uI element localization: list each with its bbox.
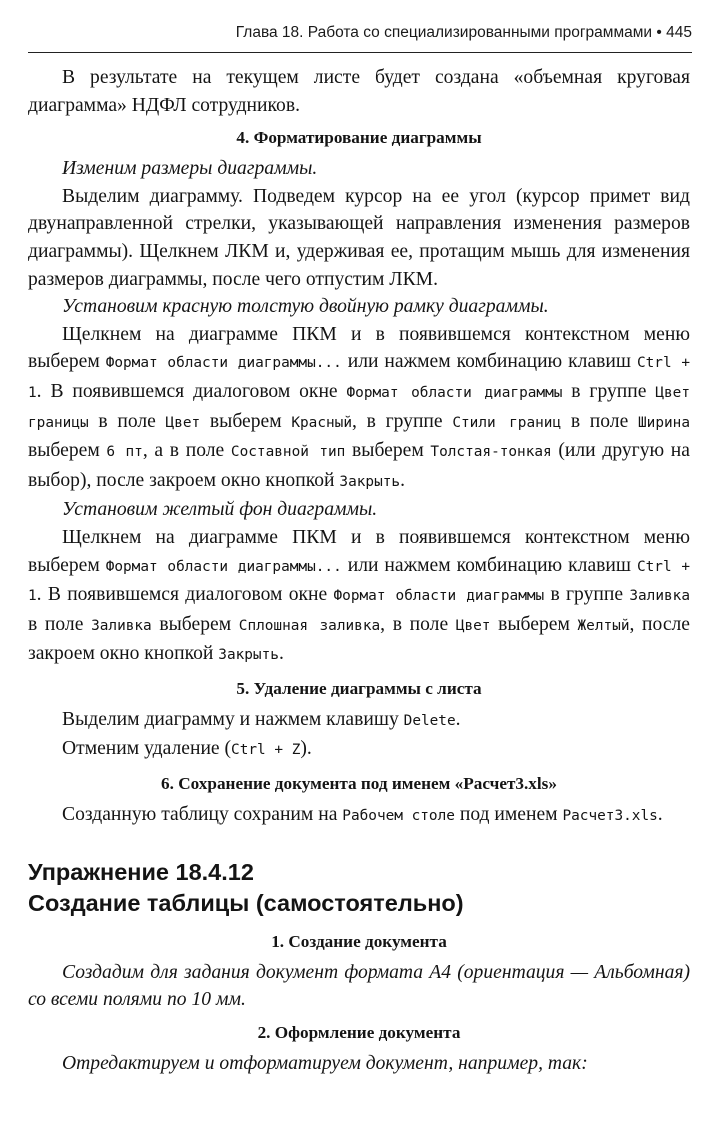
paragraph (28, 321, 690, 497)
exercise-heading (28, 857, 690, 919)
paragraph (28, 524, 690, 670)
page-body (28, 64, 690, 1077)
text-run: Отменим удаление ( (62, 738, 232, 760)
exercise-step-heading-2: 2. Оформление документа (257, 1022, 461, 1042)
section-heading-4: 4. Форматирование диаграммы (236, 128, 482, 148)
ui-term: Рабочем столе (342, 808, 455, 825)
paragraph (28, 706, 690, 736)
ui-term: Формат области диаграммы (333, 588, 545, 605)
text-run: в группе (562, 380, 656, 402)
text-run: . В появившемся диалоговом окне (36, 380, 347, 402)
italic-paragraph: Создадим для задания документ формата А4 (ориентация — Альбомная) со всеми полями по 10 мм. (28, 961, 690, 1011)
ui-term: Цвет (455, 617, 491, 634)
text-run: в поле (561, 410, 638, 432)
text-run: или нажмем комбинацию клавиш (341, 351, 637, 373)
ui-term: Заливка (91, 617, 152, 634)
key-name: Delete (403, 712, 456, 729)
paragraph: В результате на текущем листе будет создана «объемная круговая диаграмма» НДФЛ сотрудников. (28, 67, 690, 116)
ui-term: Формат области диаграммы... (105, 355, 342, 372)
file-name: Расчет3.xls (562, 808, 658, 825)
text-run: выберем (28, 440, 107, 462)
text-run: или нажмем комбинацию клавиш (341, 554, 637, 576)
page-number: 445 (666, 24, 692, 41)
text-run: , а в поле (142, 440, 231, 462)
text-run: Выделим диаграмму и нажмем клавишу (62, 708, 404, 730)
ui-term: Желтый (577, 617, 630, 634)
exercise-title: Создание таблицы (самостоятельно) (28, 889, 464, 916)
key-combo: Ctrl + 1 (28, 355, 691, 401)
text-run: выберем (200, 410, 292, 432)
header-rule (28, 52, 692, 53)
ui-term: Ширина (638, 414, 690, 431)
ui-term: Закрыть (218, 647, 279, 664)
text-run: (или другую на выбор), после закроем окно кнопкой (28, 440, 690, 491)
paragraph (28, 801, 690, 831)
ui-term: Толстая-тонкая (430, 444, 552, 461)
text-run: . (400, 469, 405, 491)
ui-term: Составной тип (230, 444, 346, 461)
text-run: Щелкнем на диаграмме ПКМ и в появившемся контекстном меню выберем (28, 323, 690, 373)
ui-term: Закрыть (339, 473, 401, 490)
text-run: , в поле (380, 613, 456, 635)
text-run: Щелкнем на диаграмме ПКМ и в появившемся контекстном меню выберем (28, 526, 690, 576)
ui-term: 6 пт (106, 444, 143, 461)
section-heading-6: 6. Сохранение документа под именем «Расчет3.xls» (161, 774, 557, 794)
ui-term: Формат области диаграммы... (105, 558, 342, 575)
section-heading-5: 5. Удаление диаграммы с листа (236, 678, 482, 698)
ui-term: Формат области диаграммы (346, 384, 563, 401)
italic-paragraph: Отредактируем и отформатируем документ, например, так: (62, 1052, 588, 1074)
running-header (236, 24, 692, 42)
text-run: выберем (151, 613, 239, 635)
text-run: Созданную таблицу сохраним на (62, 804, 343, 826)
paragraph: Выделим диаграмму. Подведем курсор на ее угол (курсор примет вид двунаправленной стрелки, указывающей направления изменения размеров диаграммы). Щелкнем ЛКМ и, удерживая ее, протащим мышь для изменения размеров диаграммы, после чего отпустим ЛКМ. (28, 185, 690, 290)
ui-term: Цвет (165, 414, 201, 431)
text-run: . В появившемся диалоговом окне (36, 584, 334, 606)
italic-instruction: Изменим размеры диаграммы. (62, 158, 318, 180)
text-run: . (455, 708, 461, 730)
text-run: в поле (88, 410, 166, 432)
text-run: ). (300, 738, 312, 760)
italic-instruction: Установим желтый фон диаграммы. (62, 499, 378, 521)
text-run: выберем (345, 440, 431, 462)
exercise-step-heading-1: 1. Создание документа (271, 931, 447, 951)
text-run: , после закроем окно кнопкой (28, 613, 691, 665)
ui-term: Стили границ (452, 414, 562, 431)
text-run: выберем (490, 613, 578, 635)
text-run: в поле (28, 613, 92, 635)
key-combo: Ctrl + Z (231, 742, 301, 759)
text-run: , в группе (352, 410, 453, 432)
text-run: . (278, 643, 284, 665)
paragraph (28, 735, 690, 765)
text-run: в группе (544, 584, 630, 606)
chapter-title: Глава 18. Работа со специализированными программами (235, 24, 653, 41)
ui-term: Красный (291, 414, 352, 431)
italic-instruction: Установим красную толстую двойную рамку диаграммы. (62, 296, 549, 318)
exercise-number: Упражнение 18.4.12 (28, 858, 254, 885)
ui-term: Заливка (629, 588, 690, 605)
ui-term: Цвет границы (28, 384, 690, 431)
text-run: под именем (454, 804, 563, 826)
header-bullet: • (656, 24, 662, 41)
key-combo: Ctrl + 1 (28, 558, 691, 605)
text-run: . (657, 804, 663, 826)
ui-term: Сплошная заливка (238, 617, 381, 634)
